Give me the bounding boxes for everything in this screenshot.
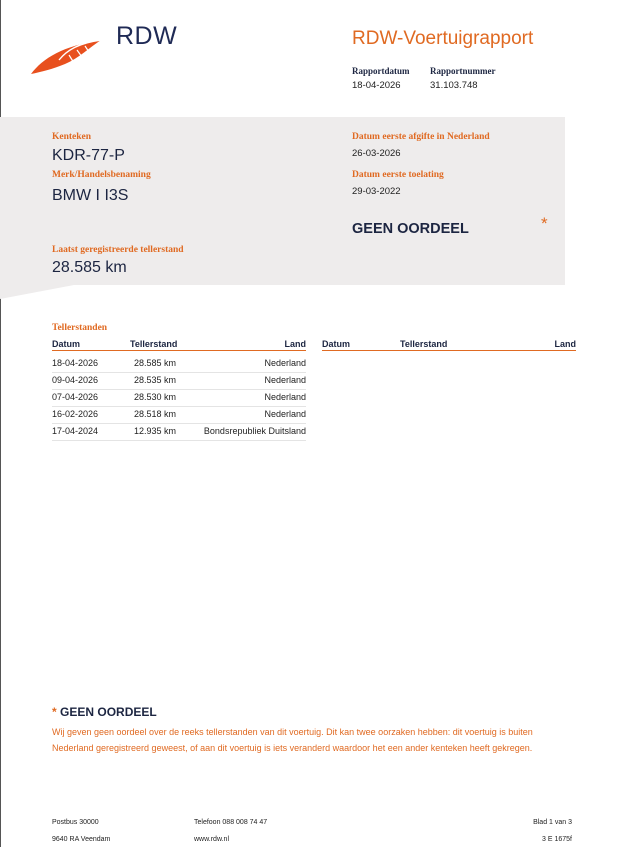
row-land: Nederland <box>264 409 306 419</box>
note-title: GEEN OORDEEL <box>60 705 157 719</box>
oordeel-status: GEEN OORDEEL <box>352 221 469 237</box>
tellerstanden-title: Tellerstanden <box>52 323 108 333</box>
row-datum: 07-04-2026 <box>52 392 99 402</box>
footer-telefoon: Telefoon 088 008 74 47 <box>194 819 268 826</box>
table-header-rule <box>52 350 306 351</box>
rapportdatum-label: Rapportdatum <box>352 66 410 76</box>
col-datum-header: Datum <box>52 339 81 349</box>
brand-name: RDW <box>116 22 178 50</box>
table-row <box>52 372 306 390</box>
row-km: 28.518 km <box>134 409 177 419</box>
row-datum: 16-02-2026 <box>52 409 99 419</box>
row-land: Nederland <box>264 375 306 385</box>
row-km: 12.935 km <box>134 426 177 436</box>
col-land-header: Land <box>284 339 306 349</box>
footer-page: Blad 1 van 3 <box>533 819 572 826</box>
row-km: 28.585 km <box>134 358 177 368</box>
col-tellerstand-header: Tellerstand <box>130 339 178 349</box>
tellerstand-value: 28.585 km <box>52 259 127 276</box>
tellerstand-label: Laatst geregistreerde tellerstand <box>52 245 184 255</box>
kenteken-value: KDR-77-P <box>52 147 125 164</box>
row-datum: 09-04-2026 <box>52 375 99 385</box>
report-title: RDW-Voertuigrapport <box>352 28 534 49</box>
footer-postbus: Postbus 30000 <box>52 819 99 826</box>
table-row <box>52 389 306 407</box>
note-text: Wij geven geen oordeel over de reeks tellerstanden van dit voertuig. Dit kan twee oorzaken hebben: dit voertuig is buiten Nederland geregistreerd geweest, of aan dit voertuig is iets veranderd waardoor het een ander kenteken heeft gekregen. <box>52 727 533 753</box>
panel-notch <box>0 285 74 299</box>
merk-value: BMW I I3S <box>52 187 129 204</box>
rapportnummer-label: Rapportnummer <box>430 66 496 76</box>
footer-web-link[interactable]: www.rdw.nl <box>194 836 230 843</box>
row-land: Nederland <box>264 392 306 402</box>
row-km: 28.535 km <box>134 375 177 385</box>
toelating-value: 29-03-2022 <box>352 186 401 197</box>
table-header-rule-2 <box>322 350 576 351</box>
footer-address: 9640 RA Veendam <box>52 836 111 843</box>
table-row <box>52 423 306 441</box>
row-datum: 17-04-2024 <box>52 426 99 436</box>
afgifte-value: 26-03-2026 <box>352 148 401 159</box>
col-land-header-2: Land <box>554 339 576 349</box>
merk-label: Merk/Handelsbenaming <box>52 170 151 180</box>
afgifte-label: Datum eerste afgifte in Nederland <box>352 132 490 142</box>
row-land: Nederland <box>264 358 306 368</box>
rdw-logo-icon <box>29 36 104 76</box>
note-heading <box>52 705 157 719</box>
note-star: * <box>52 705 57 719</box>
row-land: Bondsrepubliek Duitsland <box>203 426 306 436</box>
table-row <box>52 355 306 373</box>
kenteken-label: Kenteken <box>52 132 92 142</box>
row-km: 28.530 km <box>134 392 177 402</box>
col-tellerstand-header-2: Tellerstand <box>400 339 448 349</box>
row-datum: 18-04-2026 <box>52 358 99 368</box>
footer-code: 3 E 1675f <box>542 836 572 843</box>
rapportdatum-value: 18-04-2026 <box>352 80 401 91</box>
rapportnummer-value: 31.103.748 <box>430 80 478 91</box>
col-datum-header-2: Datum <box>322 339 351 349</box>
oordeel-star: * <box>541 214 548 233</box>
toelating-label: Datum eerste toelating <box>352 170 444 180</box>
table-row <box>52 406 306 424</box>
